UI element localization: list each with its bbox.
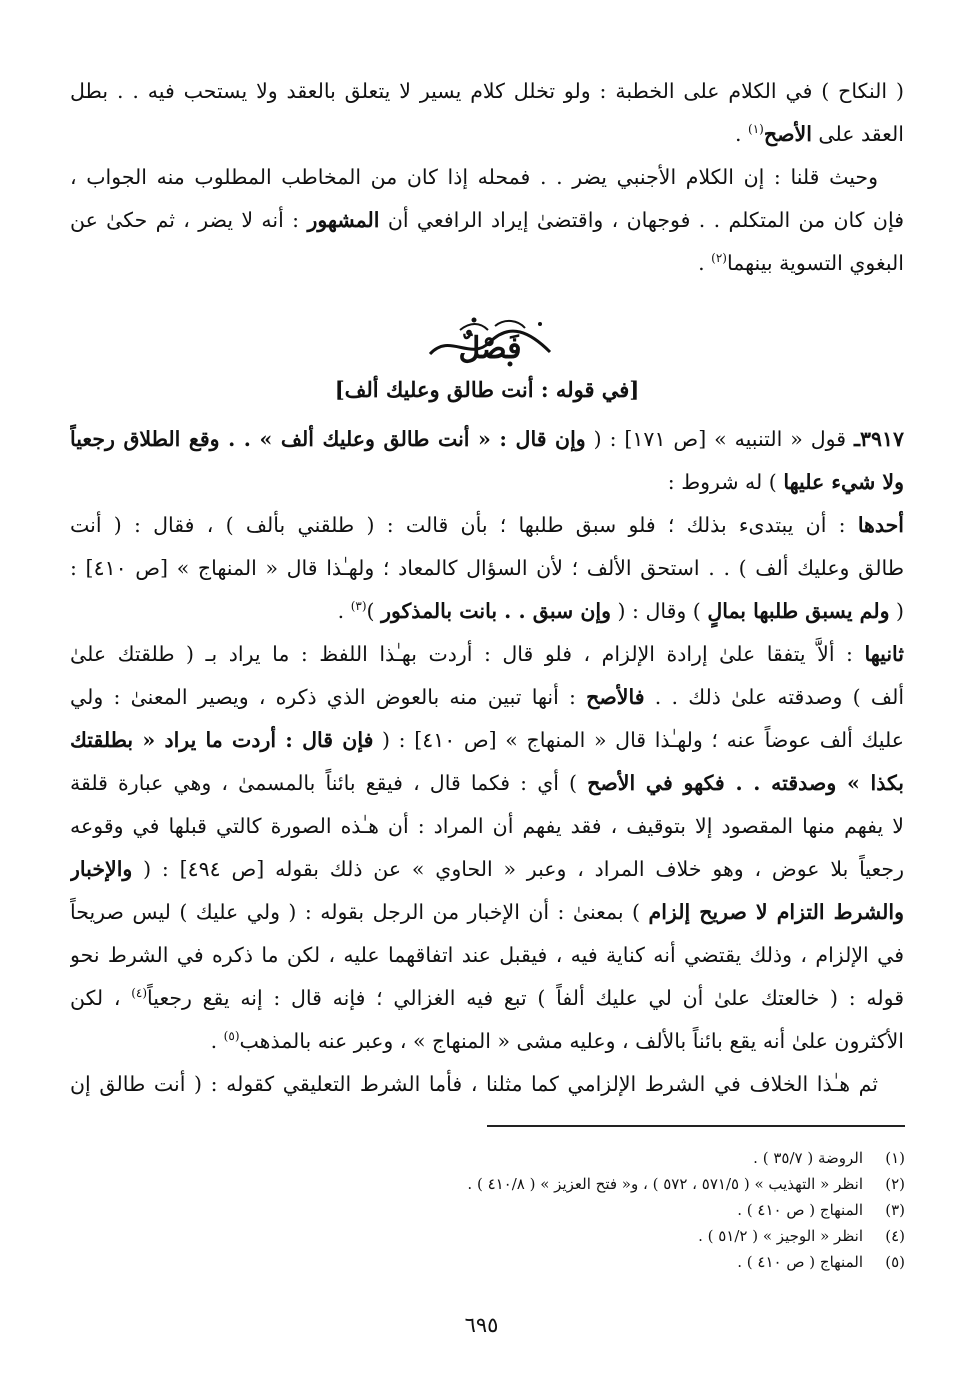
text-line — [70, 934, 904, 977]
footnote-number: (٥) — [885, 1253, 905, 1271]
text-run: ) أي : فكما قال ، فيقع بائناً بالمسمىٰ ، وهي عبارة قلقة — [70, 771, 588, 795]
text-run: ) — [366, 599, 382, 623]
text-run: رجعياً بلا عوض ، وهو خلاف المراد ، وعبر « الحاوي » عن ذلك بقوله [ص ٤٩٤] : ( — [132, 857, 904, 881]
footnote-number: (٣) — [885, 1201, 905, 1219]
text-line — [70, 719, 904, 762]
footnote-ref: (٣) — [350, 599, 367, 614]
text-run: . — [210, 1029, 224, 1053]
footnote-ref: (٥) — [223, 1029, 240, 1044]
text-line — [70, 762, 904, 805]
text-run: العقد على — [811, 122, 904, 146]
footnote-item — [385, 1249, 905, 1275]
calligraphy-ornament-icon — [400, 312, 580, 372]
footnote-ref: (٤) — [131, 986, 148, 1001]
text-run: في الإلزام ، وذلك يقتضي أنه كناية فيه ، فيقبل عند اتفاقهما عليه ، لكن ما ذكره في الشرط نحو — [70, 943, 904, 967]
text-run: : أنه لا يضر ، ثم حكىٰ عن — [70, 208, 308, 232]
text-run: فإن كان من المتكلم . . فوجهان ، واقتضىٰ إيراد الرافعي أن — [379, 208, 904, 232]
condition-label: أحدها — [857, 513, 904, 537]
bold-quote: فإن قال : أردت ما يراد « بطلقتك — [70, 728, 374, 752]
text-run: : أنها تبين منه بالعوض الذي ذكره ، ويصير المعنىٰ : ولي — [70, 685, 587, 709]
fasl-ornament — [400, 312, 580, 372]
entry-number: ٣٩١٧ـ — [853, 427, 904, 451]
text-line — [70, 156, 904, 199]
text-run: ) بمعنىٰ : أن الإخبار من الرجل بقوله : ( ولي عليك ) ليس صريحاً — [70, 900, 649, 924]
text-run: . — [337, 599, 351, 623]
text-line — [70, 848, 904, 891]
footnote-number: (١) — [885, 1149, 905, 1167]
text-run: ) وقال : ( — [610, 599, 708, 623]
text-run: . — [698, 251, 712, 275]
text-run: ألف ) وصدقته علىٰ ذلك . . — [644, 685, 904, 709]
text-line — [70, 242, 904, 285]
text-run: ) له شروط : — [667, 470, 784, 494]
bold-quote: وإن قال : « أنت طالق وعليك ألف » . . وقع الطلاق رجعياً — [70, 427, 586, 451]
footnote-item — [385, 1223, 905, 1249]
text-run: ، لكن — [70, 986, 132, 1010]
condition-label: ثانيها — [864, 642, 904, 666]
text-run: ( النكاح ) في الكلام على الخطبة : ولو تخلل كلام يسير لا يتعلق بالعقد ولا يستحب فيه . . بطل — [70, 79, 904, 103]
main-text-block — [70, 418, 904, 1106]
footnote-item — [385, 1197, 905, 1223]
bold-quote: والإخبار — [70, 857, 133, 881]
text-run: طالق وعليك ألف ) . . استحق الألف ؛ لأن السؤال كالمعاد ؛ ولهـٰذا قال « المنهاج » [ص ٤١٠] : — [70, 556, 904, 580]
footnote-text: الروضة ( ٣٥/٧ ) . — [753, 1149, 863, 1167]
text-run: . — [734, 122, 749, 146]
bold-quote: والشرط التزام لا صريح إلزام — [648, 900, 904, 924]
text-run: قول « التنبيه » [ص ١٧١] : ( — [585, 427, 854, 451]
footnote-item — [385, 1145, 905, 1171]
text-line — [70, 977, 904, 1020]
text-run: الأكثرون علىٰ أنه يقع بائناً بالألف ، وعليه مشى « المنهاج » ، وعبر عنه بالمذهب — [239, 1029, 904, 1053]
footnote-text: المنهاج ( ص ٤١٠ ) . — [737, 1253, 863, 1271]
footnote-text: انظر « التهذيب » ( ٥٧١/٥ ، ٥٧٢ ) ، و« فتح العزيز » ( ٤١٠/٨ ) . — [467, 1175, 863, 1193]
text-line — [70, 1020, 904, 1063]
page-number: ٦٩٥ — [464, 1313, 499, 1337]
text-line — [70, 70, 904, 113]
text-line — [70, 590, 904, 633]
text-line — [70, 461, 904, 504]
text-line — [70, 1063, 904, 1106]
text-run: وحيث قلنا : إن الكلام الأجنبي يضر . . فمحله إذا كان من المخاطب المطلوب منه الجواب ، — [70, 165, 878, 189]
text-run: ثم هـٰذا الخلاف في الشرط الإلزامي كما مثلنا ، فأما الشرط التعليقي كقوله : ( أنت طالق إن — [70, 1072, 878, 1096]
text-line — [70, 547, 904, 590]
text-line — [70, 418, 904, 461]
footnote-number: (٢) — [885, 1175, 905, 1193]
text-run: البغوي التسوية بينهما — [726, 251, 904, 275]
text-run: قوله : ( خالعتك علىٰ أن لي عليك ألفاً ) تبع فيه الغزالي ؛ فإنه قال : إنه يقع رجعياً — [147, 986, 904, 1010]
text-line — [70, 113, 904, 156]
bold-quote: ولا شيء عليها — [783, 470, 904, 494]
text-line — [70, 676, 904, 719]
text-line — [70, 633, 904, 676]
text-run: ( — [889, 599, 904, 623]
footnote-ref: (١) — [748, 122, 764, 137]
text-run: عليك ألف عوضاً عنه ؛ ولهـٰذا قال « المنهاج » [ص ٤١٠] : ( — [373, 728, 904, 752]
footnote-ref: (٢) — [711, 251, 727, 266]
text-line — [70, 891, 904, 934]
top-text-block — [70, 70, 904, 285]
text-line — [70, 504, 904, 547]
bold-quote: ولم يسبق طلبها بمالٍ — [707, 599, 890, 623]
text-line — [70, 805, 904, 848]
footnotes — [385, 1145, 905, 1275]
footnote-item — [385, 1171, 905, 1197]
bold-term: المشهور — [307, 208, 380, 232]
footnote-number: (٤) — [885, 1227, 905, 1245]
footnote-text: انظر « الوجيز » ( ٥١/٢ ) . — [698, 1227, 863, 1245]
footnote-divider — [487, 1125, 905, 1127]
text-run: لا يفهم منها المقصود إلا بتوقيف ، فقد يفهم أن المراد : أن هـٰذه الصورة كالتي قبلها في وقوعه — [70, 814, 904, 838]
ornament-word: فَصْلٌ — [458, 331, 522, 366]
section-title: [في قوله : أنت طالق وعليك ألف] — [334, 377, 640, 402]
bold-term: الأصح — [763, 122, 812, 146]
footnote-text: المنهاج ( ص ٤١٠ ) . — [737, 1201, 863, 1219]
text-run: : أن يبتدىء بذلك ؛ فلو سبق طلبها ؛ بأن قالت : ( طلقني بألف ) ، فقال : ( أنت — [70, 513, 858, 537]
bold-quote: بكذا » وصدقته . . فكهو في الأصح — [587, 771, 904, 795]
text-line — [70, 199, 904, 242]
bold-term: فالأصح — [586, 685, 645, 709]
text-run: : ألاَّ يتفقا علىٰ إرادة الإلزام ، فلو قال : أردت بهـٰذا اللفظ : ما يراد بـ ( طلقتك علىٰ — [70, 642, 865, 666]
bold-quote: وإن سبق . . بانت بالمذكور — [381, 599, 611, 623]
